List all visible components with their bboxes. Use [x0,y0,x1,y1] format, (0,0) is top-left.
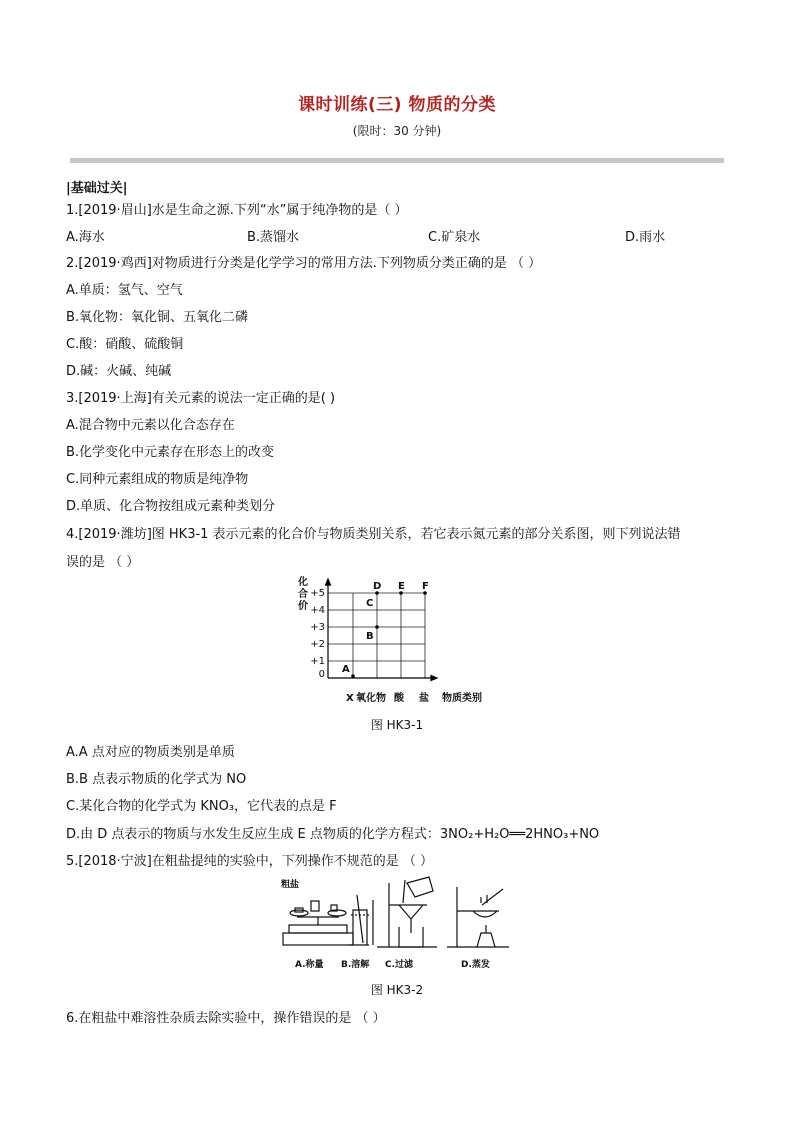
q2-option-d: D.碱：火碱、纯碱 [66,364,172,379]
section-label: |基础过关| [66,181,128,196]
y-axis-label-3: 价 [298,601,308,612]
y-tick-5: +5 [310,588,325,599]
point-label-d: D [373,581,382,592]
panel-label-a: A.称量 [295,960,324,970]
point-label-e: E [398,581,405,592]
y-axis-label-2: 合 [298,589,308,600]
divider [70,158,724,163]
q3-option-b: B.化学变化中元素存在形态上的改变 [66,445,275,460]
y-tick-0: 0 [318,669,325,680]
x-axis-label: 物质类别 [442,693,482,704]
question-5-stem: 5.[2018·宁波]在粗盐提纯的实验中，下列操作不规范的是 （ ） [66,854,434,869]
point-label-f: F [422,581,429,592]
evaporating-illustration [447,887,509,947]
y-tick-4: +4 [310,605,325,616]
time-limit: (限时：30 分钟) [352,124,442,138]
question-4-stem-line1: 4.[2019·潍坊]图 HK3-1 表示元素的化合价与物质类别关系，若它表示氮元素的部分关系图，则下列说法错 [66,527,681,542]
q3-option-d: D.单质、化合物按组成元素种类划分 [66,499,276,514]
x-category-oxide: 氧化物 [356,693,386,704]
q2-option-a: A.单质：氢气、空气 [66,283,183,298]
question-4-stem-line2: 误的是 （ ） [66,555,140,570]
point-label-c: C [366,598,374,609]
q2-option-c: C.酸：硝酸、硫酸铜 [66,337,184,352]
page-title: 课时训练(三) 物质的分类 [298,95,496,115]
x-category-acid: 酸 [394,693,404,704]
q4-option-c: C.某化合物的化学式为 KNO₃，它代表的点是 F [66,799,337,814]
y-tick-2: +2 [310,639,325,650]
question-2-stem: 2.[2019·鸡西]对物质进行分类是化学学习的常用方法.下列物质分类正确的是 （ ） [66,256,542,271]
q4-option-a: A.A 点对应的物质类别是单质 [66,745,235,760]
y-tick-3: +3 [310,622,325,633]
panel-label-c: C.过滤 [385,960,414,970]
figure-caption-hk3-2: 图 HK3-2 [370,983,424,997]
figure-caption-hk3-1: 图 HK3-1 [370,718,424,732]
y-tick-1: +1 [310,656,325,667]
q1-option-d: D.雨水 [625,230,666,245]
salt-purification-figure [277,875,517,975]
q4-option-d: D.由 D 点表示的物质与水发生反应生成 E 点物质的化学方程式：3NO₂+H₂O══2HNO₃+NO [66,827,600,842]
dissolving-illustration [349,895,373,945]
salt-label: 粗盐 [281,880,300,890]
q4-option-b: B.B 点表示物质的化学式为 NO [66,772,247,787]
point-b [375,625,379,629]
x-category-x: X [346,693,354,704]
q3-option-c: C.同种元素组成的物质是纯净物 [66,472,249,487]
panel-label-b: B.溶解 [341,960,370,970]
point-label-b: B [366,631,374,642]
question-3-stem: 3.[2019·上海]有关元素的说法一定正确的是( ) [66,391,336,406]
y-axis-label-1: 化 [298,577,308,588]
x-category-salt: 盐 [419,693,429,704]
valence-class-diagram [290,575,510,710]
panel-label-d: D.蒸发 [461,960,490,970]
question-6-stem: 6.在粗盐中难溶性杂质去除实验中，操作错误的是 （ ） [66,1011,386,1026]
point-a [351,674,355,678]
q1-option-b: B.蒸馏水 [247,230,300,245]
point-label-a: A [342,664,350,675]
q2-option-b: B.氧化物：氧化铜、五氧化二磷 [66,310,249,325]
q3-option-a: A.混合物中元素以化合态存在 [66,418,235,433]
question-1-stem: 1.[2019·眉山]水是生命之源.下列“水”属于纯净物的是（ ） [66,203,408,218]
q1-option-a: A.海水 [66,230,105,245]
filtering-illustration [377,877,437,947]
balance-illustration [283,901,353,945]
q1-option-c: C.矿泉水 [428,230,481,245]
